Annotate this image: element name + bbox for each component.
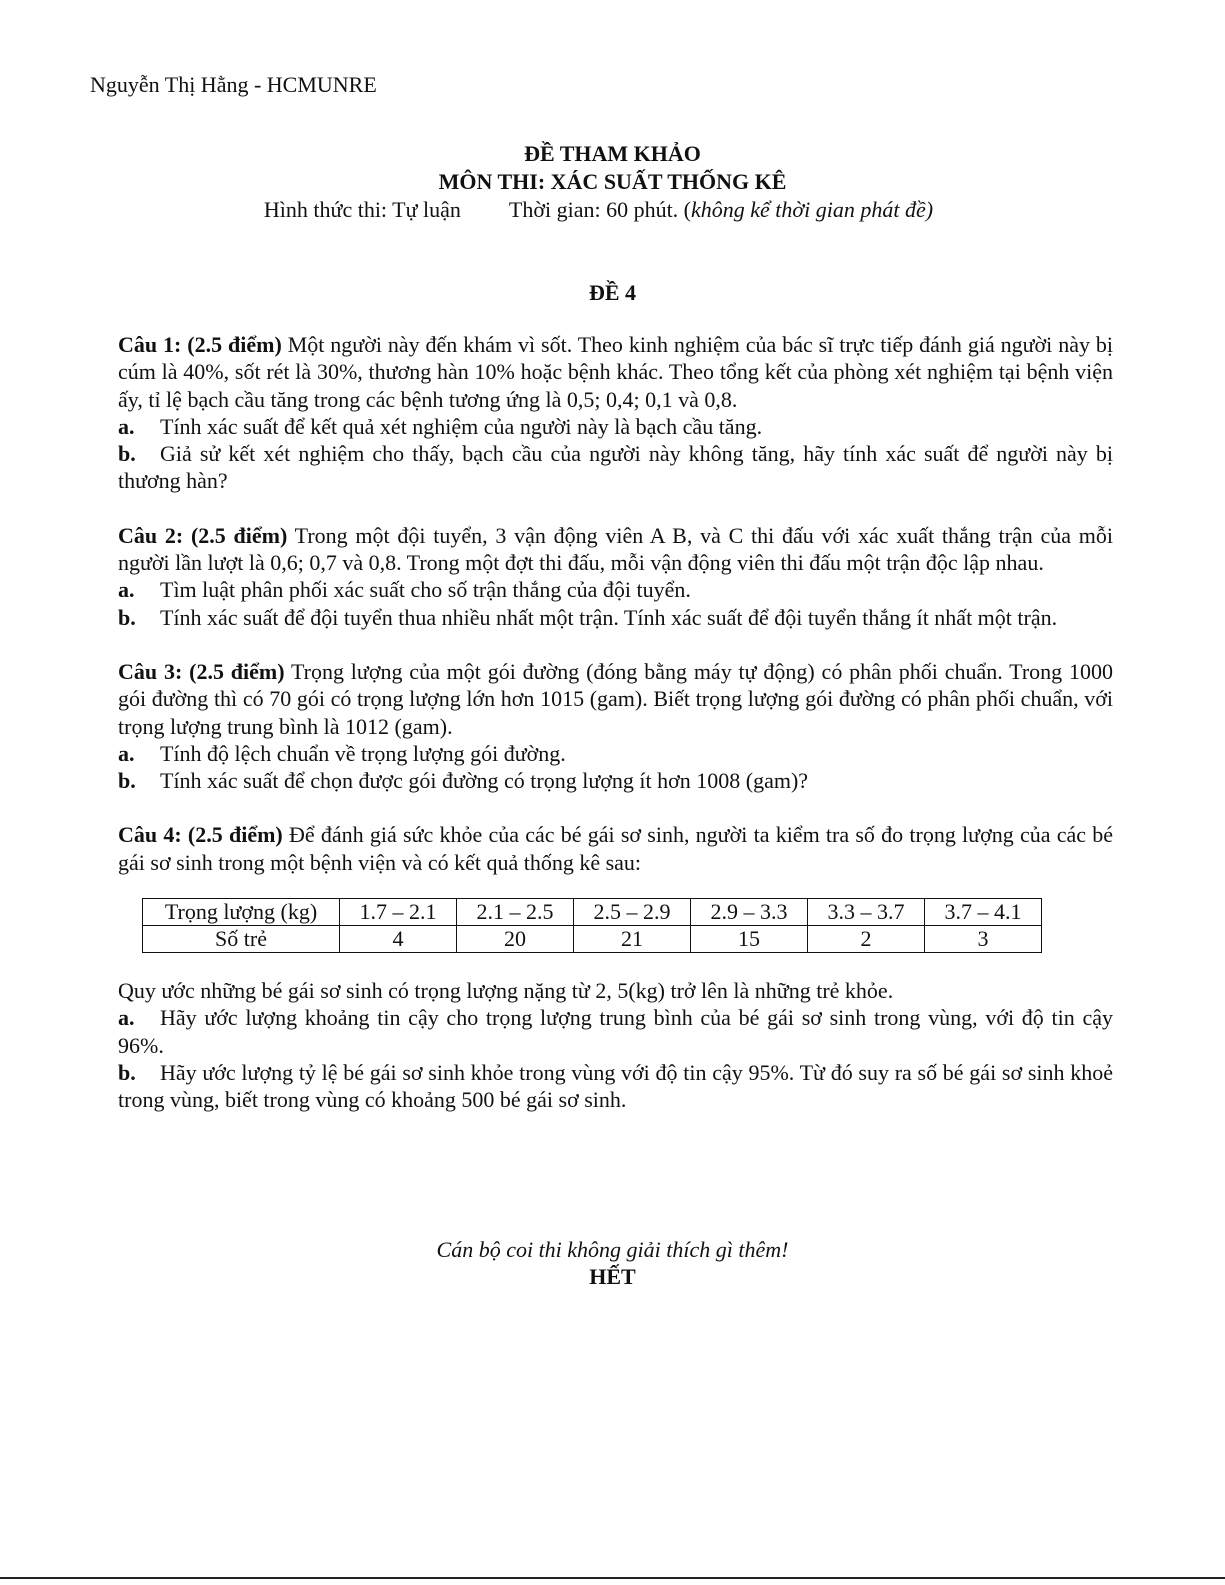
- table-cell: 3: [925, 926, 1042, 953]
- exam-content: [118, 331, 1113, 1114]
- part-b-text: Hãy ước lượng tỷ lệ bé gái sơ sinh khỏe trong vùng với độ tin cậy 95%. Từ đó suy ra số bé gái sơ sinh khoẻ trong vùng, biết trong vùng có khoảng 500 bé gái sơ sinh.: [118, 1059, 1113, 1113]
- question-1: [118, 331, 1113, 495]
- table-cell: 20: [457, 926, 574, 953]
- part-label: b.: [118, 441, 136, 467]
- table-cell: 2.9 – 3.3: [691, 899, 808, 926]
- footer-note: Cán bộ coi thi không giải thích gì thêm!: [436, 1237, 789, 1262]
- question-label: Câu 3: (2.5 điểm): [118, 658, 285, 684]
- table-cell: 3.7 – 4.1: [925, 899, 1042, 926]
- exam-title: ĐỀ THAM KHẢO: [524, 141, 701, 166]
- table-cell: 2: [808, 926, 925, 953]
- part-b-text: Tính xác suất để chọn được gói đường có trọng lượng ít hơn 1008 (gam)?: [160, 768, 809, 794]
- exam-number: ĐỀ 4: [588, 280, 637, 305]
- table-cell: 2.1 – 2.5: [457, 899, 574, 926]
- question-label: Câu 2: (2.5 điểm): [118, 522, 288, 548]
- question-4: [118, 821, 1113, 1113]
- table-row-header: Trọng lượng (kg): [143, 899, 340, 926]
- question-text: Trọng lượng của một gói đường (đóng bằng máy tự động) có phân phối chuẩn. Trong 1000 gói đường thì có 70 gói có trọng lượng lớn hơn 1015 (gam). Biết trọng lượng gói đường có phân phối chuẩn, với trọng lượng trung bình là 1012 (gam).: [118, 658, 1113, 739]
- part-label: a.: [118, 740, 135, 766]
- question-3: [118, 658, 1113, 794]
- table-cell: 2.5 – 2.9: [574, 899, 691, 926]
- part-label: a.: [118, 1005, 135, 1031]
- question-note: Quy ước những bé gái sơ sinh có trọng lượng nặng từ 2, 5(kg) trở lên là những trẻ khỏe.: [118, 978, 894, 1004]
- question-text: Một người này đến khám vì sốt. Theo kinh nghiệm của bác sĩ trực tiếp đánh giá người này bị cúm là 40%, sốt rét là 30%, thương hàn 10% hoặc bệnh khác. Theo tổng kết của phòng xét nghiệm tại bệnh viện ấy, tỉ lệ bạch cầu tăng trong các bệnh tương ứng là 0,5; 0,4; 0,1 và 0,8.: [118, 332, 1113, 412]
- table-cell: 15: [691, 926, 808, 953]
- footer-end: HẾT: [589, 1264, 636, 1289]
- question-text: Để đánh giá sức khỏe của các bé gái sơ sinh, người ta kiểm tra số đo trọng lượng của các bé gái sơ sinh trong một bệnh viện và có kết quả thống kê sau:: [118, 822, 1114, 875]
- part-a-text: Tính độ lệch chuẩn về trọng lượng gói đường.: [160, 740, 566, 766]
- exam-time: Thời gian: 60 phút. (: [508, 197, 692, 222]
- table-row-header: Số trẻ: [143, 926, 340, 953]
- exam-subject: MÔN THI: XÁC SUẤT THỐNG KÊ: [438, 169, 787, 194]
- question-text: Trong một đội tuyển, 3 vận động viên A B, và C thi đấu với xác xuất thắng trận của mỗi người lần lượt là 0,6; 0,7 và 0,8. Trong một đợt thi đấu, mỗi vận động viên thi đấu một trận độc lập nhau.: [118, 522, 1114, 576]
- exam-time-note: không kể thời gian phát đề): [691, 197, 934, 222]
- table-cell: 1.7 – 2.1: [340, 899, 457, 926]
- exam-info: [0, 196, 1211, 224]
- table-cell: 21: [574, 926, 691, 953]
- author-line: Nguyễn Thị Hằng - HCMUNRE: [90, 72, 377, 97]
- part-a-text: Tìm luật phân phối xác suất cho số trận thắng của đội tuyển.: [160, 577, 691, 603]
- exam-footer: [0, 1236, 1225, 1290]
- table-row: [143, 926, 1042, 953]
- question-2: [118, 522, 1113, 631]
- part-label: a.: [118, 413, 135, 439]
- table-cell: 3.3 – 3.7: [808, 899, 925, 926]
- question-label: Câu 1: (2.5 điểm): [118, 332, 282, 357]
- exam-header: [0, 140, 1225, 224]
- part-label: a.: [118, 577, 135, 603]
- part-b-text: Tính xác suất để đội tuyển thua nhiều nhất một trận. Tính xác suất để đội tuyển thắng ít nhất một trận.: [160, 604, 1058, 630]
- part-a-text: Hãy ước lượng khoảng tin cậy cho trọng lượng trung bình của bé gái sơ sinh trong vùng, với độ tin cậy 96%.: [118, 1005, 1113, 1058]
- table-row: [143, 899, 1042, 926]
- exam-format: Hình thức thi: Tự luận: [263, 197, 461, 222]
- part-a-text: Tính xác suất để kết quả xét nghiệm của người này là bạch cầu tăng.: [160, 413, 763, 439]
- weight-frequency-table: [142, 898, 1042, 953]
- table-cell: 4: [340, 926, 457, 953]
- bottom-divider: [0, 1577, 1225, 1579]
- part-b-text: Giả sử kết xét nghiệm cho thấy, bạch cầu của người này không tăng, hãy tính xác suất để người này bị thương hàn?: [118, 441, 1113, 494]
- part-label: b.: [118, 1059, 136, 1085]
- part-label: b.: [118, 604, 136, 630]
- question-label: Câu 4: (2.5 điểm): [118, 822, 283, 848]
- part-label: b.: [118, 768, 136, 794]
